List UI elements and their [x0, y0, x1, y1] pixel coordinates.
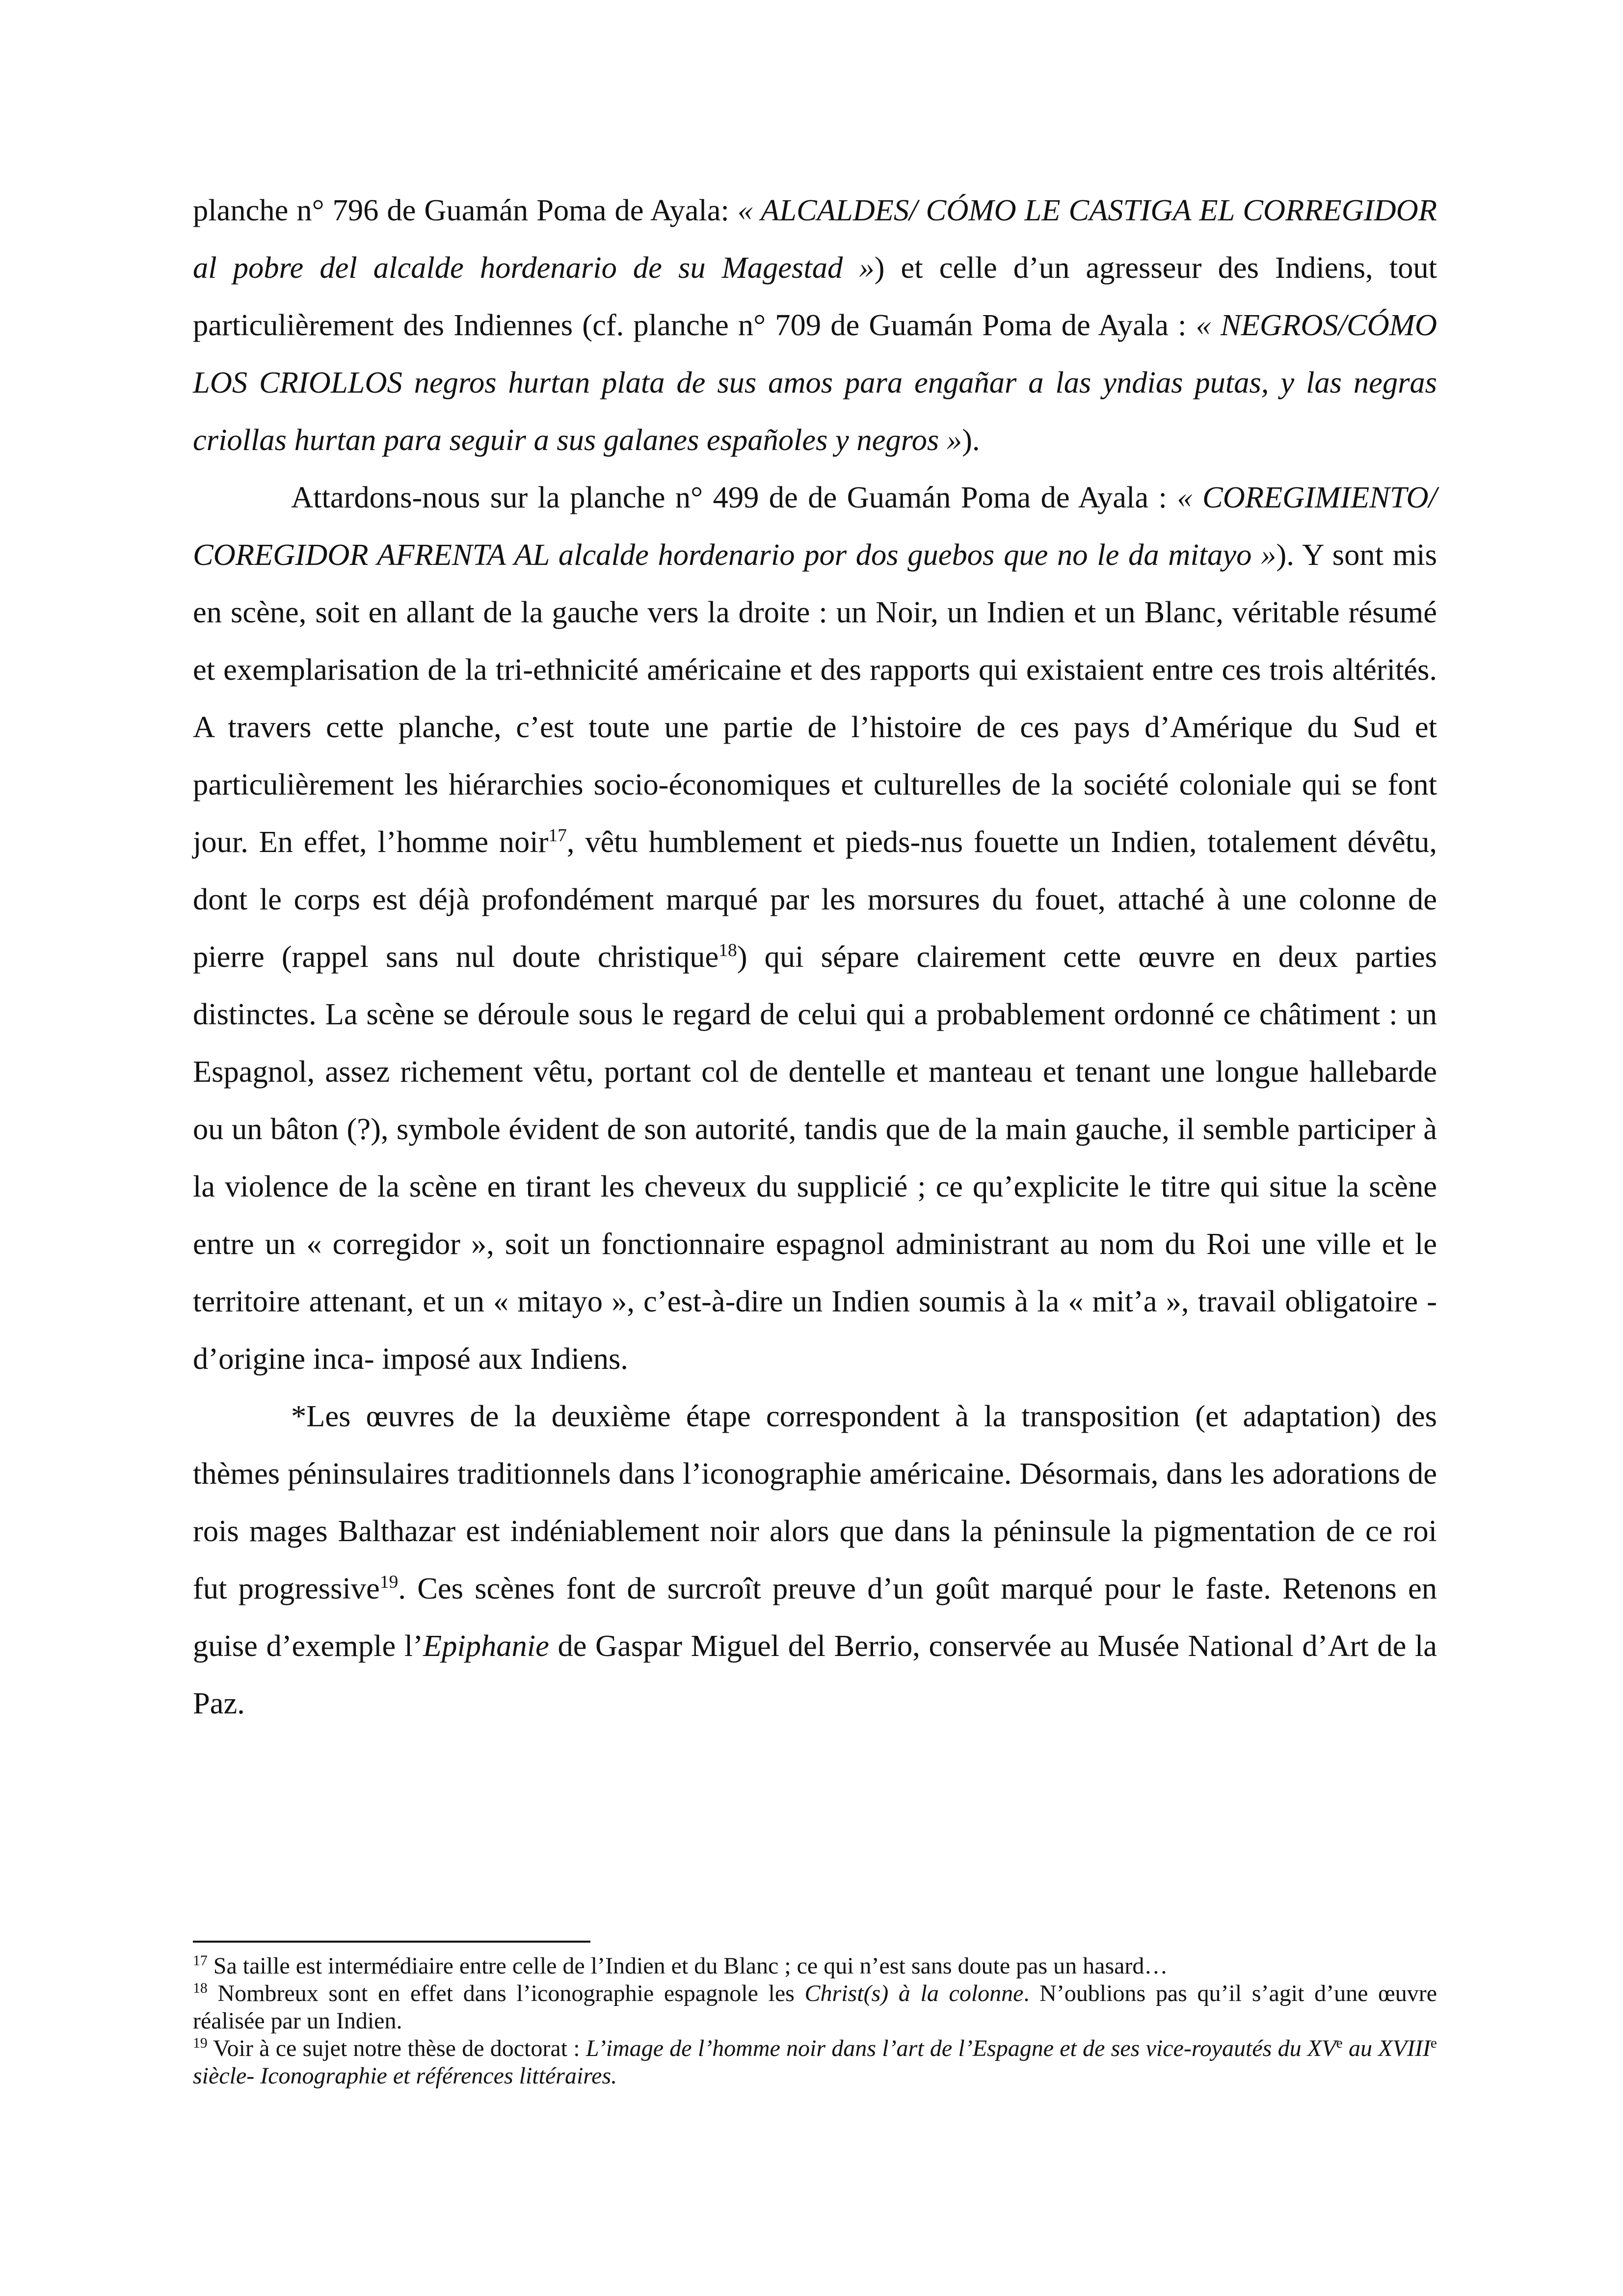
footnote-19-italic-3: siècle- Iconographie et références littéraires.: [193, 2063, 617, 2089]
p3-text-1: *Les œuvres de la deuxième étape correspondent à la transposition (et adaptation) des thèmes péninsulaires traditionnels dans l’iconographie américaine. Désormais, dans les adorations de rois mages Balthazar est indéniablement noir alors que dans la péninsule la pigmentation de ce roi fut progressive: [193, 1399, 1437, 1605]
footnote-18-text-2: . N’oublions pas qu’il s’agit d’une œuvre réalisée par un Indien.: [193, 1980, 1437, 2034]
footnote-18-text-1: Nombreux sont en effet dans l’iconographie espagnole les: [207, 1980, 805, 2006]
footnote-19-italic-2: au XVIII: [1342, 2035, 1431, 2061]
footnotes: [193, 1952, 1437, 2090]
p1-text-2: ) et celle d’un agresseur des Indiens, tout particulièrement des Indiennes (cf. planche n° 709 de Guamán Poma de Ayala :: [193, 250, 1437, 342]
footnote-number-18: 18: [193, 1980, 208, 1996]
p3-text-3: de Gaspar Miguel del Berrio, conservée au Musée National d’Art de la Paz.: [193, 1629, 1437, 1720]
footnote-19-super-1: e: [1336, 2035, 1343, 2051]
p2-text-4: ) qui sépare clairement cette œuvre en deux parties distinctes. La scène se déroule sous le regard de celui qui a probablement ordonné ce châtiment : un Espagnol, assez richement vêtu, portant col de dentelle et manteau et tenant une longue hallebarde ou un bâton (?), symbole évident de son autorité, tandis que de la main gauche, il semble participer à la violence de la scène en tirant les cheveux du supplicié ; ce qu’explicite le titre qui situe la scène entre un « corregidor », soit un fonctionnaire espagnol administrant au nom du Roi une ville et le territoire attenant, et un « mitayo », c’est-à-dire un Indien soumis à la « mit’a », travail obligatoire -d’origine inca- imposé aux Indiens.: [193, 939, 1437, 1376]
p1-quote-negros: « NEGROS/CÓMO LOS CRIOLLOS negros hurtan plata de sus amos para engañar a las yndias putas, y las negras criollas hurtan para seguir a sus galanes españoles y negros »: [193, 308, 1437, 457]
footnote-number-19: 19: [193, 2035, 208, 2051]
footnote-separator: [193, 1941, 590, 1943]
footnote-ref-17[interactable]: 17: [548, 826, 567, 846]
p1-text-1: planche n° 796 de Guamán Poma de Ayala:: [193, 193, 738, 227]
p2-text-2: ). Y sont mis en scène, soit en allant de la gauche vers la droite : un Noir, un Indien et un Blanc, véritable résumé et exemplarisation de la tri-ethnicité américaine et des rapports qui existaient entre ces trois altérités. A travers cette planche, c’est toute une partie de l’histoire de ces pays d’Amérique du Sud et particulièrement les hiérarchies socio-économiques et culturelles de la société coloniale qui se font jour. En effet, l’homme noir: [193, 537, 1437, 859]
footnote-17-text: Sa taille est intermédiaire entre celle de l’Indien et du Blanc ; ce qui n’est sans doute pas un hasard…: [207, 1953, 1168, 1979]
paragraph-3: [193, 1388, 1437, 1732]
p2-quote-coregimiento: « COREGIMIENTO/ COREGIDOR AFRENTA AL alcalde hordenario por dos guebos que no le da mitayo »: [193, 480, 1437, 572]
p1-text-3: ).: [962, 423, 980, 457]
paragraph-2: [193, 469, 1437, 1388]
p1-quote-alcaldes: « ALCALDES/ CÓMO LE CASTIGA EL CORREGIDOR al pobre del alcalde hordenario de su Magestad »: [193, 193, 1437, 285]
footnote-18: [193, 1980, 1437, 2035]
footnote-19: [193, 2035, 1437, 2090]
footnote-18-italic: Christ(s) à la colonne: [804, 1980, 1024, 2006]
p2-text-3: , vêtu humblement et pieds-nus fouette un Indien, totalement dévêtu, dont le corps est déjà profondément marqué par les morsures du fouet, attaché à une colonne de pierre (rappel sans nul doute christique: [193, 825, 1437, 974]
p3-text-2: . Ces scènes font de surcroît preuve d’un goût marqué pour le faste. Retenons en guise d’exemple l’: [193, 1571, 1437, 1663]
p3-title-epiphanie: Epiphanie: [423, 1629, 549, 1663]
p2-text-1: Attardons-nous sur la planche n° 499 de de Guamán Poma de Ayala :: [291, 480, 1177, 514]
footnote-19-italic-1: L’image de l’homme noir dans l’art de l’Espagne et de ses vice-royautés du XV: [585, 2035, 1336, 2061]
footnote-19-text-1: Voir à ce sujet notre thèse de doctorat :: [207, 2035, 586, 2061]
footnote-ref-18[interactable]: 18: [718, 940, 737, 961]
body-text: [193, 182, 1437, 1732]
footnote-ref-19[interactable]: 19: [379, 1572, 399, 1593]
footnote-number-17: 17: [193, 1952, 208, 1969]
footnote-17: [193, 1952, 1437, 1980]
footnote-19-super-2: e: [1430, 2035, 1437, 2051]
paragraph-1: [193, 182, 1437, 469]
